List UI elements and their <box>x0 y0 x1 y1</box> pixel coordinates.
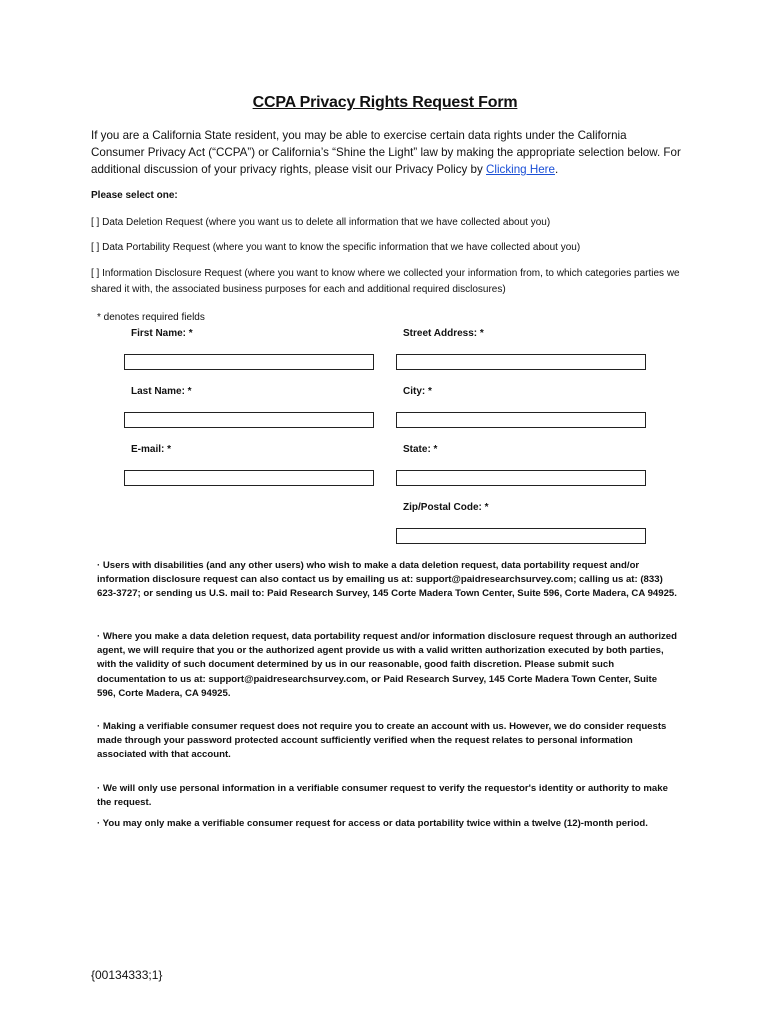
first-name-field[interactable] <box>124 354 374 370</box>
state-label: State: * <box>403 444 438 455</box>
note-authorized-agent: · Where you make a data deletion request, data portability request and/or information disclosure request through an authorized agent, we will require that you or the authorized agent provide us with a valid written authorization executed by both parties, with the validity of such document determined by us in our reasonable, good faith discretion. Please submit such documentation to us at: support@paidresearchsurvey.com, or Paid Research Survey, 145 Corte Madera Town Center, Suite 596, Corte Madera, CA 94925. <box>97 631 677 699</box>
first-name-label: First Name: * <box>131 328 193 339</box>
email-field[interactable] <box>124 470 374 486</box>
option-data-portability[interactable]: [ ] Data Portability Request (where you want to know the specific information that we have collected about you) <box>91 242 581 253</box>
note-account-verification: · Making a verifiable consumer request does not require you to create an account with us. However, we do consider requests made through your password protected account sufficiently verified when the request relates to personal information associated with that account. <box>97 721 667 761</box>
intro-text: If you are a California State resident, you may be able to exercise certain data rights under the California Consumer Privacy Act (“CCPA”) or California’s “Shine the Light” law by making the appropriate selection below. For additional discussion of your privacy rights, please visit our Privacy Policy by <box>91 129 681 176</box>
select-heading: Please select one: <box>91 190 178 201</box>
option-information-disclosure[interactable]: [ ] Information Disclosure Request (where you want to know where we collected your information from, to which categories parties we shared it with, the associated business purposes for each and additional required disclosures) <box>91 268 680 295</box>
option-data-deletion[interactable]: [ ] Data Deletion Request (where you want us to delete all information that we have collected about you) <box>91 217 551 228</box>
street-address-field[interactable] <box>396 354 646 370</box>
street-address-label: Street Address: * <box>403 328 484 339</box>
intro-paragraph <box>91 127 683 178</box>
state-field[interactable] <box>396 470 646 486</box>
document-number: {00134333;1} <box>91 968 163 982</box>
city-field[interactable] <box>396 412 646 428</box>
note-request-limit: · You may only make a verifiable consumer request for access or data portability twice within a twelve (12)-month period. <box>97 818 648 829</box>
last-name-field[interactable] <box>124 412 374 428</box>
privacy-policy-link[interactable]: Clicking Here <box>486 163 555 176</box>
intro-text-end: . <box>554 163 559 176</box>
required-fields-note: * denotes required fields <box>97 312 205 323</box>
city-label: City: * <box>403 386 432 397</box>
note-personal-info-use: · We will only use personal information in a verifiable consumer request to verify the requestor's identity or authority to make the request. <box>97 783 668 809</box>
note-accessibility-contact: · Users with disabilities (and any other users) who wish to make a data deletion request, data portability request and/or information disclosure request can also contact us by emailing us at: support@paidresearchsurvey.com; calling us at: (833) 623-3727; or sending us U.S. mail to: Paid Research Survey, 145 Corte Madera Town Center, Suite 596, Corte Madera, CA 94925. <box>97 560 677 600</box>
page-title: CCPA Privacy Rights Request Form <box>252 94 518 111</box>
last-name-label: Last Name: * <box>131 386 192 397</box>
zip-label: Zip/Postal Code: * <box>403 502 489 513</box>
email-label: E-mail: * <box>131 444 172 455</box>
zip-field[interactable] <box>396 528 646 544</box>
